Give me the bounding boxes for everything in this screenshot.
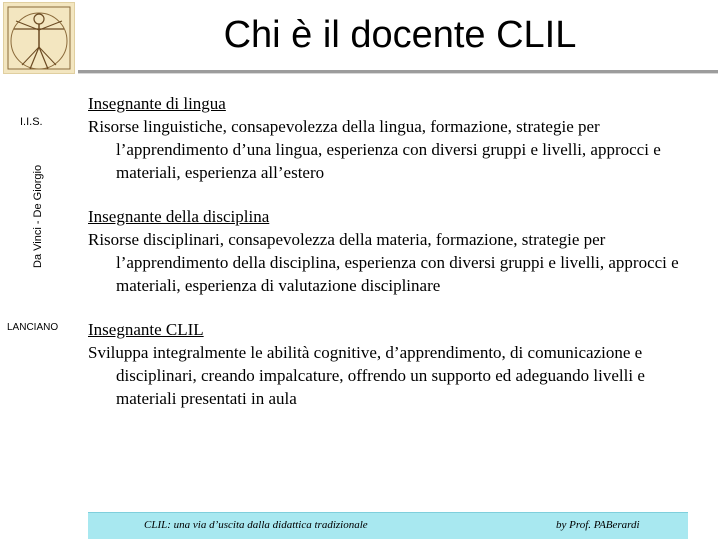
sidebar-city-label: LANCIANO xyxy=(7,322,59,333)
block-title: Insegnante di lingua xyxy=(88,94,226,113)
content-area xyxy=(88,92,688,431)
block-title: Insegnante della disciplina xyxy=(88,207,270,226)
sidebar-school-label: I.I.S. xyxy=(20,116,43,128)
footer-bar xyxy=(88,512,688,539)
block-text: Risorse linguistiche, consapevolezza della lingua, formazione, strategie per l’apprendimento d’una lingua, esperienza con diversi gruppi e livelli, approcci e materiali, esperienza all’estero xyxy=(88,117,661,182)
block-subject-teacher xyxy=(88,205,688,297)
footer-subtitle: CLIL: una via d’uscita dalla didattica tradizionale xyxy=(144,519,368,531)
footer-author: by Prof. PABerardi xyxy=(556,519,640,531)
block-language-teacher xyxy=(88,92,688,184)
vitruvian-man-logo xyxy=(3,2,75,74)
title-divider xyxy=(78,70,718,74)
sidebar-school-names: Da Vinci - De Giorgio xyxy=(32,164,44,268)
block-title: Insegnante CLIL xyxy=(88,320,204,339)
block-text: Risorse disciplinari, consapevolezza della materia, formazione, strategie per l’apprendimento della disciplina, esperienza con diversi gruppi e livelli, approcci e materiali, esperienza di valutazione disciplinare xyxy=(88,230,679,295)
page-title: Chi è il docente CLIL xyxy=(223,14,577,56)
block-clil-teacher xyxy=(88,318,688,410)
block-text: Sviluppa integralmente le abilità cognitive, d’apprendimento, di comunicazione e disciplinari, creando impalcature, offrendo un supporto ed adeguando livelli e materiali presentati in aula xyxy=(88,343,645,408)
